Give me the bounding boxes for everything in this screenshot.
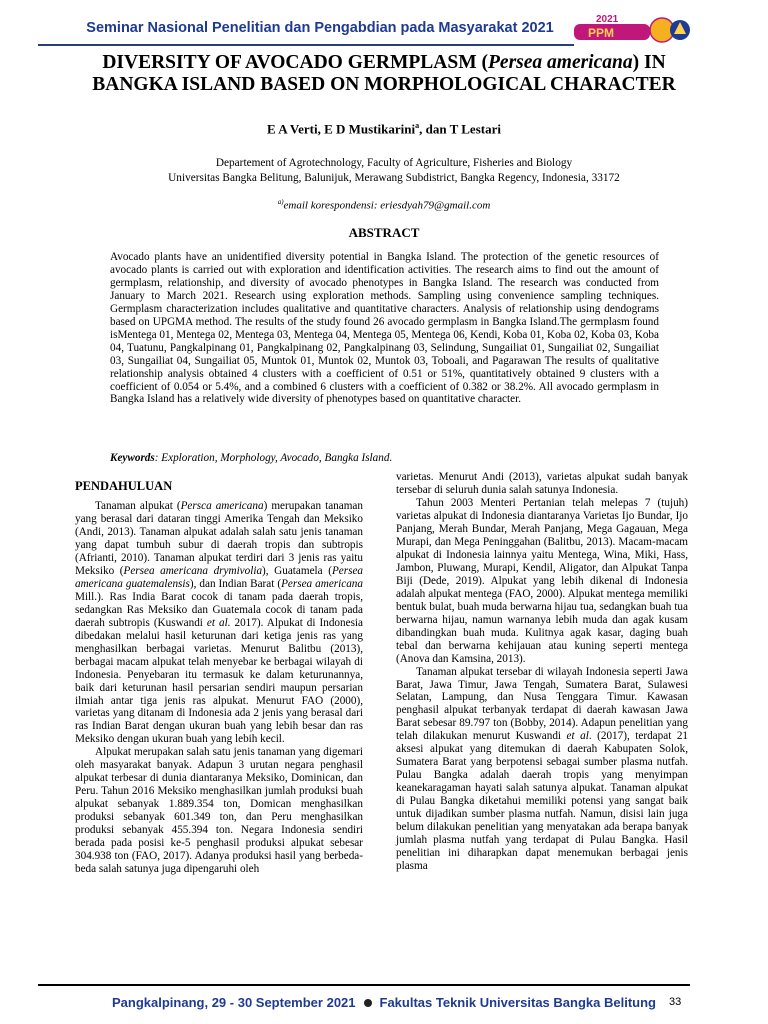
paragraph: Tahun 2003 Menteri Pertanian telah melepas 7 (tujuh) varietas alpukat di Indonesia diantaranya Varietas Ijo Bundar, Ijo Panjang, Merah Bundar, Merah Panjang, Mega Gagauan, Mega Murapi, dan Mega Peninggahan (Balitbu, 2013). Macam-macam alpukat di Indonesia lainnya yaitu Mentega, Wina, Miki, Hass, Jambon, Pluwang, Murapi, Kendil, Aligator, dan Alpukat Tanpa Biji (Dede, 2019). Alpukat yang lebih dikenal di Indonesia adalah alpukat mentega (FAO, 2000). Alpukat mentega memiliki bentuk bulat, buah muda berwarna hijau tua, sedangkan buah tua berwarna hijau, namun warnanya lebih muda dan agak kusam dibandingkan buah muda. Kulitnya agak kasar, daging buah tebal dan berwarna kehijauan atau kuning seperti mentega (Anova dan Kamsina, 2013). <box>396 496 688 665</box>
keywords: Keywords: Exploration, Morphology, Avocado, Bangka Island. <box>110 452 393 464</box>
authors: E A Verti, E D Mustikarini$^a$, dan T Lestari <box>267 121 501 137</box>
abstract-body: Avocado plants have an unidentified diversity potential in Bangka Island. The protection of the genetic resources of avocado plants is carried out with exploration and identification activities. The research aims to find out the amount of germplasm, relationship, and diversity of avocado phenotypes in Bangka Island. The research was conducted from January to March 2021. Research using exploration methods. Sampling using convenience sampling techniques. Germplasm characterization includes qualitative and quantitative characters. Analysis of relationship using dendograms based on UPGMA method. The results of the study found 26 avocado germplasm in Bangka Island.The germplasm found isMentega 01, Mentega 02, Mentega 03, Mentega 04, Mentega 05, Mentega 06, Kendi, Koba 01, Koba 02, Koba 03, Koba 04, Tuatunu, Pangkalpinang 01, Pangkalpinang 02, Pangkalpinang 03, Selindung, Sungailiat 01, Sungailiat 02, Sungailiat 03, Sungailiat 04, Sungailiat 05, Muntok 01, Muntok 02, Muntok 03, Toboali, and Pagarawan The results of qualitative relationship analysis obtained 4 clusters with a coefficient of 0.51 or 51%, quantitatively obtained 9 clusters with a coefficient of 0.054 or 5.4%, and a combined 6 clusters with a coefficient of 0.382 or 38.2%. All avocado germplasm in Bangka Island has a relatively wide diversity of phenotypes based on quantitative character. <box>110 251 659 406</box>
affiliation: Departement of Agrotechnology, Faculty of Agriculture, Fisheries and Biology Universitas Bangka Belitung, Balunijuk, Merawang Subdistrict, Bangka Regency, Indonesia, 33172 <box>168 157 620 184</box>
footer-text <box>0 995 768 1010</box>
right-column <box>396 471 688 873</box>
paragraph: Alpukat merupakan salah satu jenis tanaman yang digemari oleh masyarakat banyak. Adapun 3 urutan negara penghasil alpukat terbesar di dunia diantaranya Meksiko, Dominican, dan Peru. Tahun 2016 Meksiko menghasilkan jumlah produksi buah alpukat sebanyak 1.889.354 ton, Domican menghasilkan produksi sebanyak 601.349 ton, dan Peru menghasilkan produksi sebanyak 455.394 ton. Negara Indonesia sendiri berada pada posisi ke-5 penghasil produksi alpukat sebesar 304.938 ton (FAO, 2017). Adanya produksi hasil yang berbeda-beda salah satunya juga dipengaruhi oleh <box>75 746 363 876</box>
conference-header: Seminar Nasional Penelitian dan Pengabdian pada Masyarakat 2021 <box>86 20 554 36</box>
paragraph: Tanaman alpukat tersebar di wilayah Indonesia seperti Jawa Barat, Jawa Timur, Jawa Tengah, Sumatera Barat, Sulawesi Selatan, Lampung, dan Nusa Tenggara Timur. Kawasan penghasil alpukat terbanyak terdapat di daerah kawasan Jawa Barat sebesar 89.797 ton (Bobby, 2014). Adapun penelitian yang telah dilakukan menurut Kuswandi et al. (2017), terdapat 21 aksesi alpukat yang ditemukan di daerah Kabupaten Solok, Sumatera Barat yang berpotensi sebagai sumber plasma nutfah. Pulau Bangka adalah daerah tropis yang menyimpan keanekaragaman hayati salah satunya alpukat. Tanaman alpukat di Pulau Bangka diketahui memiliki potensi yang sangat baik untuk dijadikan sumber plasma nutfah. Namun, disisi lain juga belum dilakukan penelitian yang menyatakan ada berapa banyak jumlah plasma nutfah yang terdapat di Pulau Bangka. Hasil penelitian ini diharapkan dapat menemukan berbagai jenis plasma <box>396 665 689 873</box>
page-number: 33 <box>669 996 682 1008</box>
logo-text: PPM <box>588 26 615 40</box>
abstract-heading: ABSTRACT <box>348 225 420 240</box>
conference-logo <box>572 10 690 48</box>
bullet-icon <box>364 999 372 1007</box>
section-heading-pendahuluan: PENDAHULUAN <box>75 479 173 493</box>
correspondence-email: $^{a)}$email korespondensi: eriesdyah79@gmail.com <box>277 198 491 212</box>
header-divider <box>38 44 574 46</box>
footer-institution: Fakultas Teknik Universitas Bangka Belitung <box>379 995 656 1010</box>
footer-divider <box>38 984 690 986</box>
paragraph: varietas. Menurut Andi (2013), varietas alpukat sudah banyak tersebar di seluruh dunia salah satunya Indonesia. <box>396 471 688 496</box>
left-column <box>75 480 363 876</box>
footer-location-date: Pangkalpinang, 29 - 30 September 2021 <box>112 995 356 1010</box>
logo-year-text: 2021 <box>596 14 619 25</box>
paper-title: DIVERSITY OF AVOCADO GERMPLASM (Persea americana) IN BANGKA ISLAND BASED ON MORPHOLOGICAL CHARACTER <box>92 52 676 95</box>
paragraph: Tanaman alpukat (Persca americana) merupakan tanaman yang berasal dari dataran tinggi Amerika Tengah dan Meksiko (Andi, 2013). Tanaman alpukat adalah salah satu jenis tanaman yang dapat tumbuh subur di daerah tropis dan subtropis (Afrianti, 2010). Tanaman alpukat terdiri dari 3 jenis ras yaitu Meksiko (Persea americana drymivolia), Guatamela (Persea americana guatemalensis), dan Indian Barat (Persea americana Mill.). Ras India Barat cocok di tanam pada daerah tropis, sedangkan Ras Meksiko dan Guatemala cocok di tanam pada daerah subtropis (Kuswandi et al. 2017). Alpukat di Indonesia dibedakan melalui hasil keturunan dari ketiga jenis ras yang menghasilkan berbagai varietas. Menurut Balitbu (2013), berbagai macam alpukat telah menyebar ke berbagai wilayah di Indonesia. Penyebaran itu termasuk ke dalam keturunannya, baik dari keturunan hasil persarian sendiri maupun persarian ilmiah antar tiga jenis ras alpukat. Menurut FAO (2000), varietas yang ditanam di Indonesia ada 2 jenis yang berasal dari ras Indian Barat dengan ukuran buah yang lebih besar dan ras Meksiko dengan ukuran buah yang lebih kecil. <box>75 499 364 746</box>
